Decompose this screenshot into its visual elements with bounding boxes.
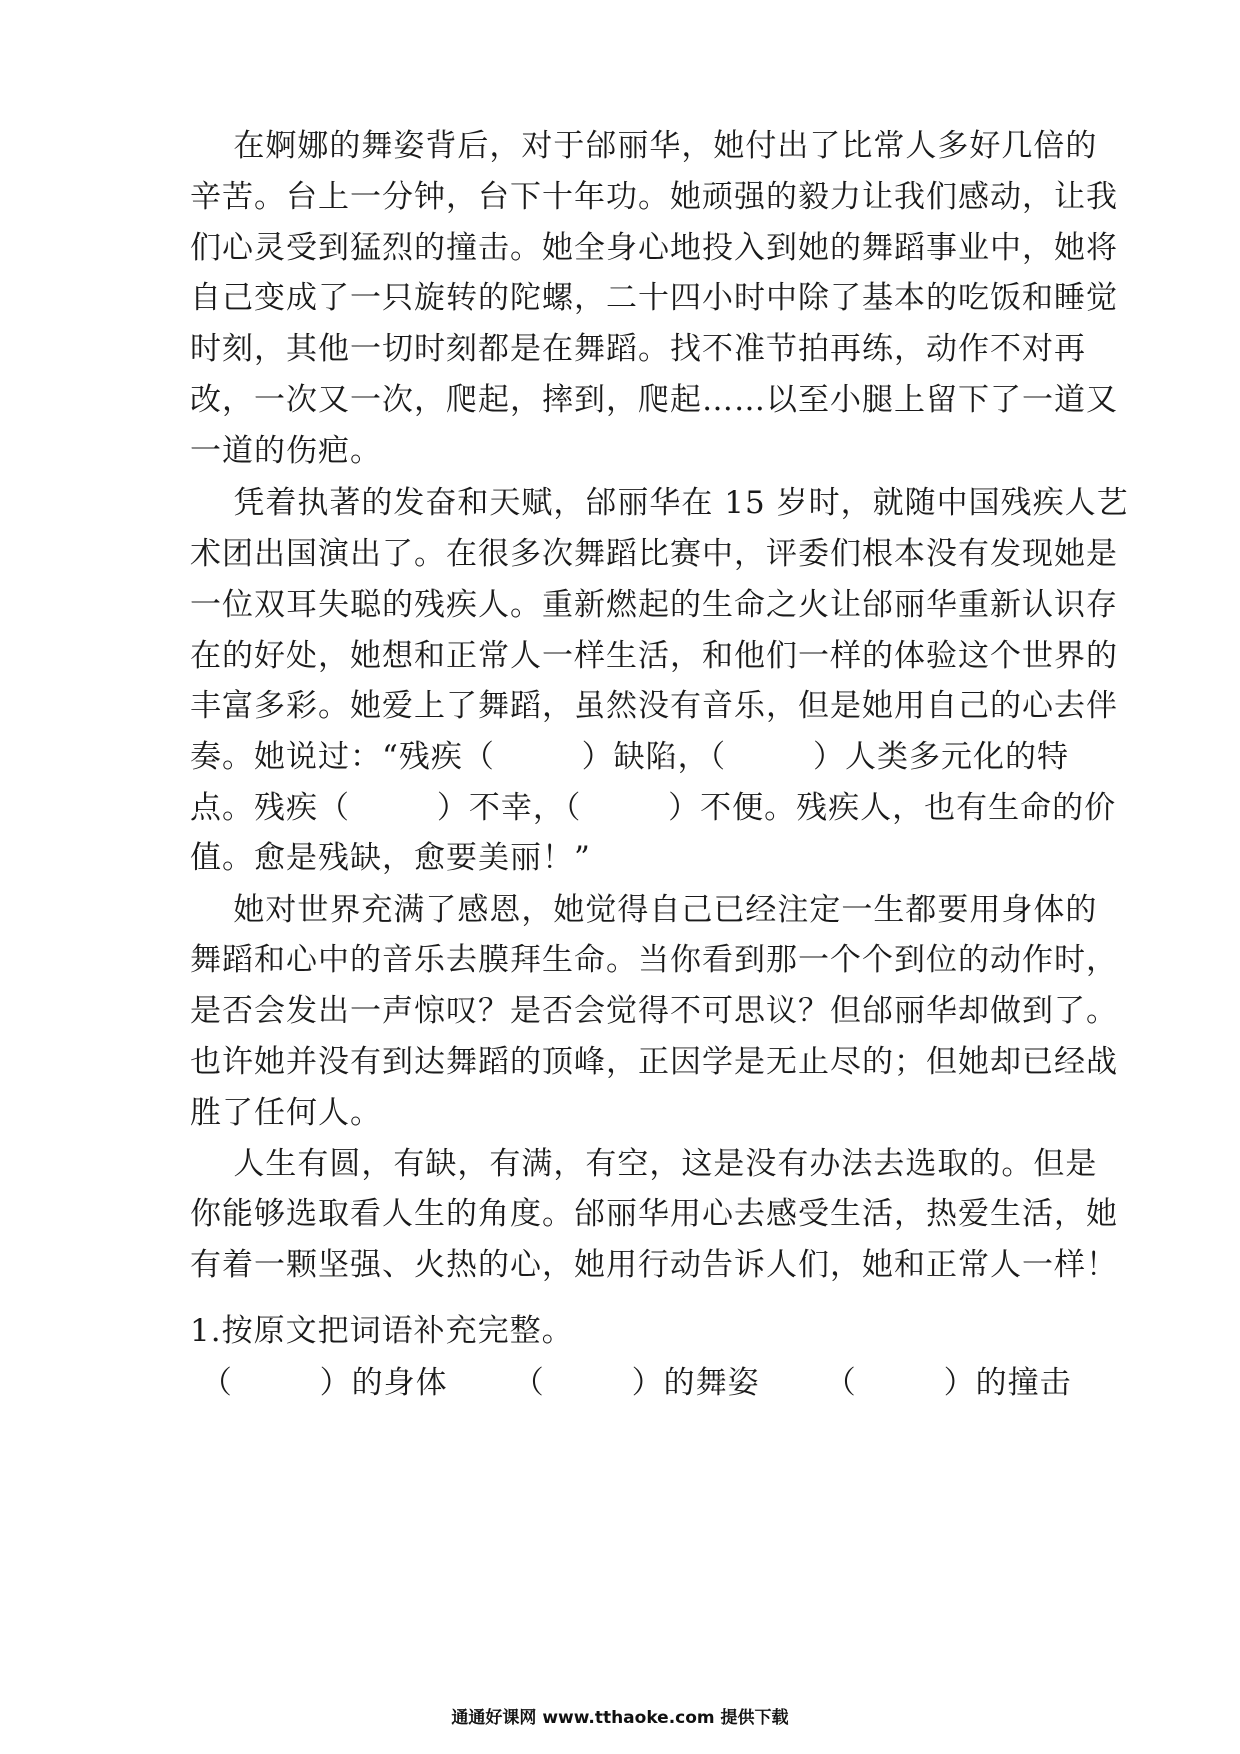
article-line: 人生有圆，有缺，有满，有空，这是没有办法去选取的。但是 — [190, 1146, 1098, 1182]
article-line: 舞蹈和心中的音乐去膜拜生命。当你看到那一个个到位的动作时， — [190, 942, 1118, 978]
article-line: 丰富多彩。她爱上了舞蹈，虽然没有音乐，但是她用自己的心去伴 — [190, 688, 1118, 724]
article-line: 奏。她说过：“残疾（ ）缺陷，（ ）人类多元化的特 — [190, 739, 1070, 775]
footer-credit: 通通好课网 www.tthaoke.com 提供下载 — [451, 1708, 789, 1728]
question-blanks: （ ）的身体 （ ）的舞姿 （ ）的撞击 — [190, 1365, 1072, 1401]
article-line: 值。愈是残缺，愈要美丽！” — [190, 840, 591, 876]
article-line: 一道的伤疤。 — [190, 433, 382, 469]
article-line: 术团出国演出了。在很多次舞蹈比赛中，评委们根本没有发现她是 — [190, 536, 1118, 572]
article-line: 自己变成了一只旋转的陀螺，二十四小时中除了基本的吃饭和睡觉 — [190, 280, 1118, 316]
article-line: 凭着执著的发奋和天赋，邰丽华在 15 岁时，就随中国残疾人艺 — [190, 485, 1129, 521]
article-line: 辛苦。台上一分钟，台下十年功。她顽强的毅力让我们感动，让我 — [190, 179, 1118, 215]
article-line: 她对世界充满了感恩，她觉得自己已经注定一生都要用身体的 — [190, 892, 1098, 928]
article-line: 们心灵受到猛烈的撞击。她全身心地投入到她的舞蹈事业中，她将 — [190, 230, 1118, 266]
article-line: 一位双耳失聪的残疾人。重新燃起的生命之火让邰丽华重新认识存 — [190, 587, 1118, 623]
article-line: 在婀娜的舞姿背后，对于邰丽华，她付出了比常人多好几倍的 — [190, 128, 1098, 164]
article-line: 点。残疾（ ）不幸，（ ）不便。残疾人，也有生命的价 — [190, 790, 1117, 826]
article-line: 是否会发出一声惊叹？是否会觉得不可思议？但邰丽华却做到了。 — [190, 993, 1118, 1029]
article-line: 也许她并没有到达舞蹈的顶峰，正因学是无止尽的；但她却已经战 — [190, 1044, 1118, 1080]
article-line: 你能够选取看人生的角度。邰丽华用心去感受生活，热爱生活，她 — [190, 1196, 1118, 1232]
article-line: 在的好处，她想和正常人一样生活，和他们一样的体验这个世界的 — [190, 638, 1118, 674]
article-line: 胜了任何人。 — [190, 1095, 382, 1131]
question-title: 1.按原文把词语补充完整。 — [190, 1313, 574, 1349]
article-line: 时刻，其他一切时刻都是在舞蹈。找不准节拍再练，动作不对再 — [190, 331, 1086, 367]
article-line: 改，一次又一次，爬起，摔到，爬起……以至小腿上留下了一道又 — [190, 382, 1118, 418]
article-line: 有着一颗坚强、火热的心，她用行动告诉人们，她和正常人一样！ — [190, 1247, 1118, 1283]
